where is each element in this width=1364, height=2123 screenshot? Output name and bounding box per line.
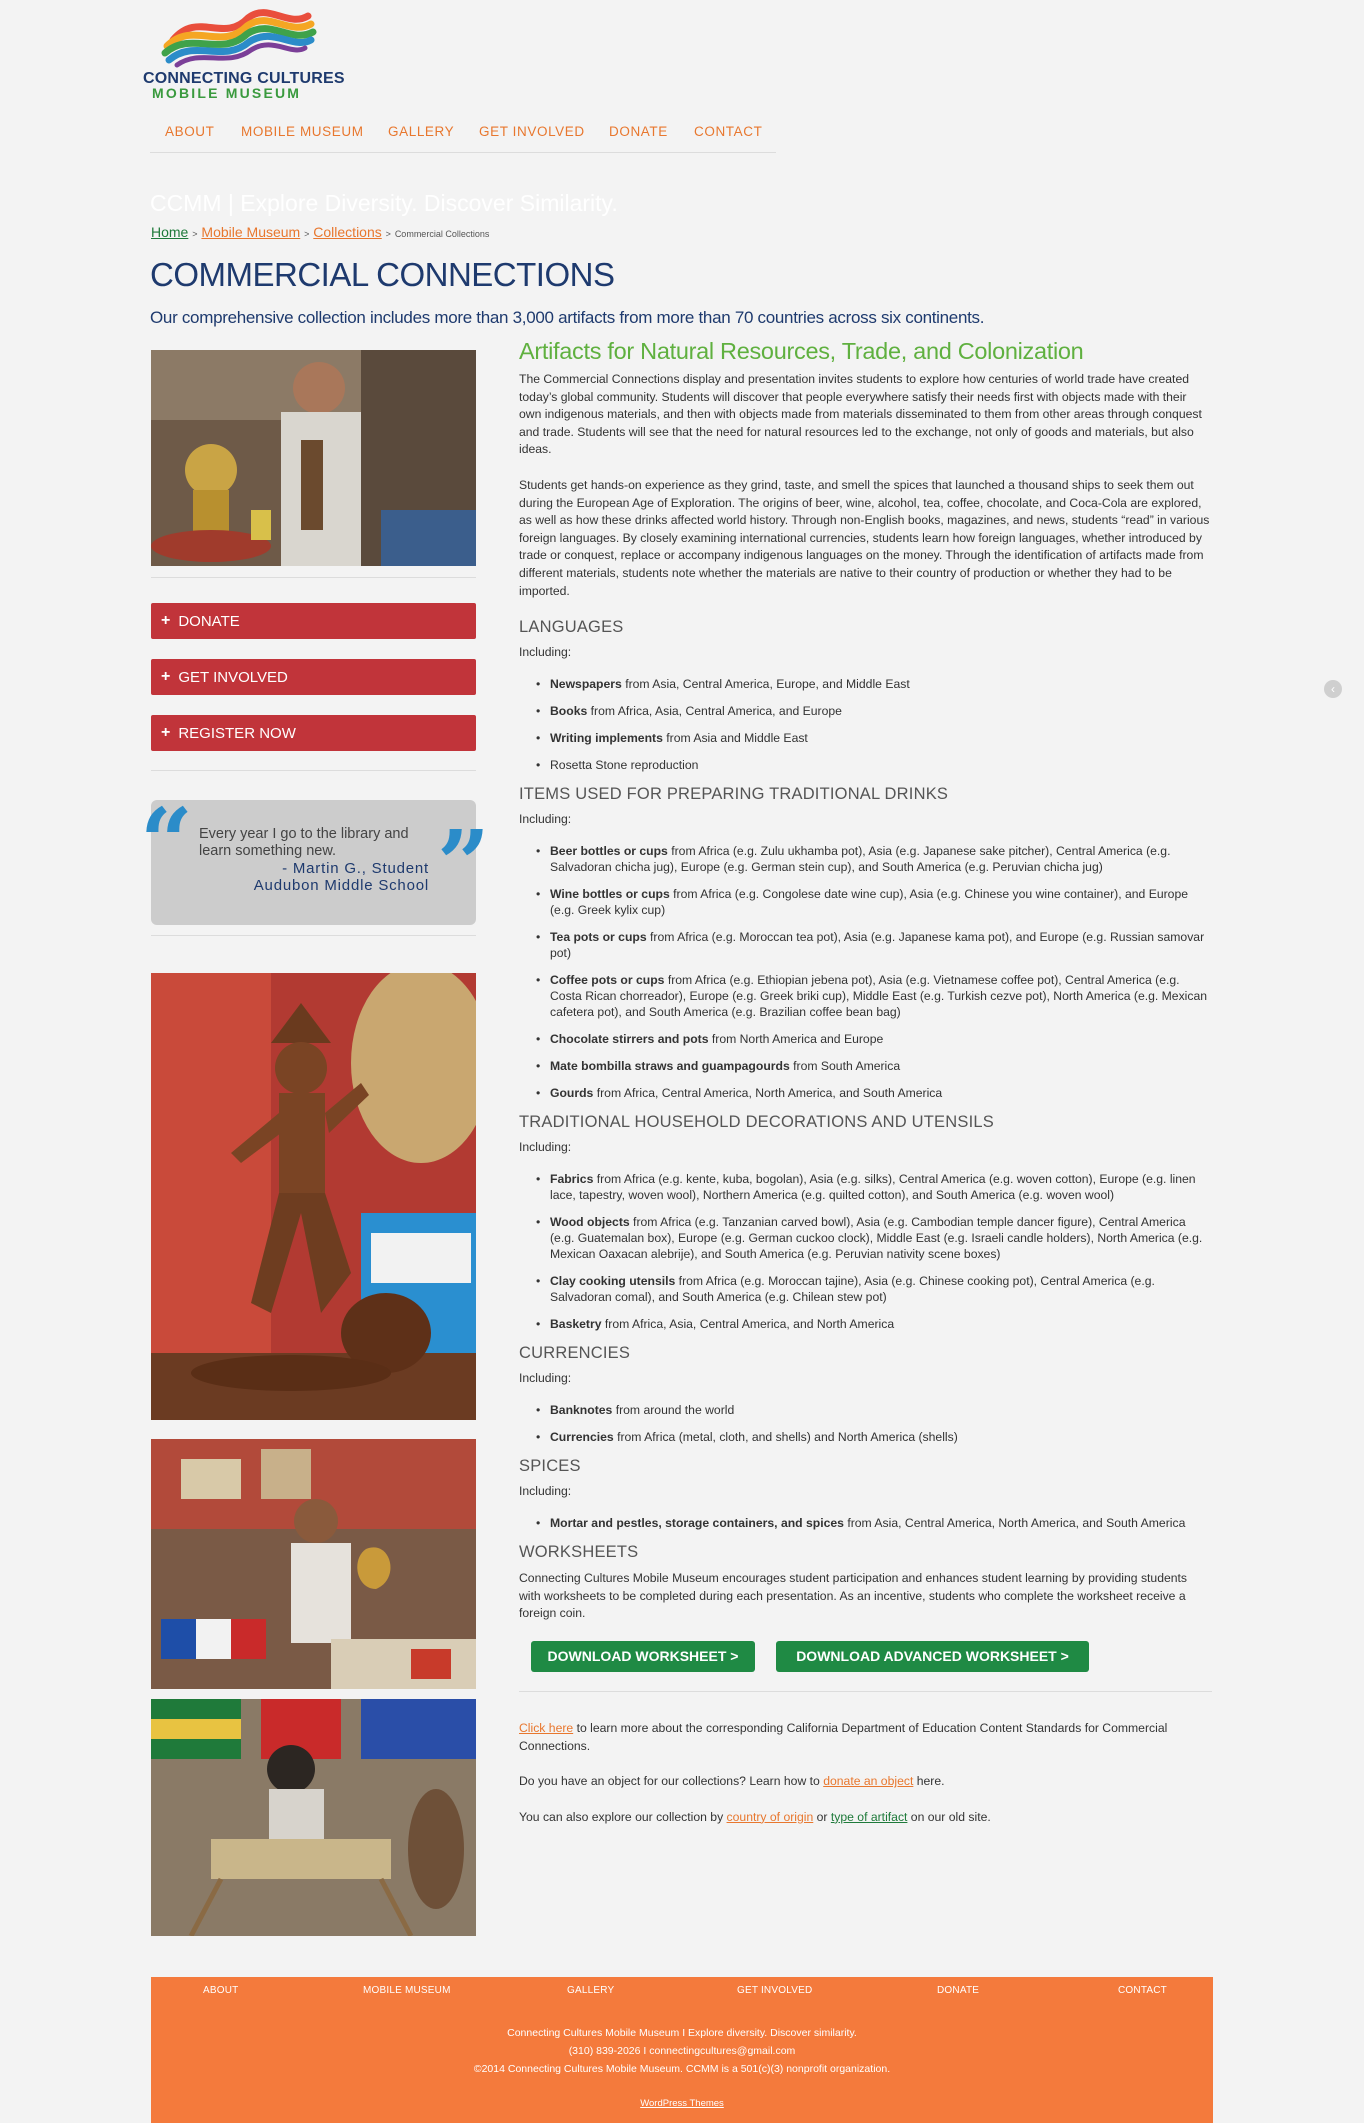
list-item: [550, 972, 1212, 1020]
list-item-bold: Currencies: [550, 1430, 614, 1445]
plus-icon: +: [161, 724, 171, 741]
type-of-artifact-link[interactable]: type of artifact: [830, 1809, 908, 1824]
list-item-text: from Africa, Central America, North America, and South America: [593, 1086, 943, 1101]
donate-object-text: [519, 1773, 1212, 1791]
section-title: CURRENCIES: [519, 1344, 631, 1363]
list-item-bold: Writing implements: [550, 731, 663, 746]
list-item-text: from around the world: [612, 1403, 735, 1418]
section-title: SPICES: [519, 1457, 581, 1476]
footer-tagline: Connecting Cultures Mobile Museum I Explore diversity. Discover similarity.: [507, 2027, 857, 2039]
artifact-list: [519, 843, 1212, 1101]
list-item: [550, 1316, 1212, 1332]
list-item-text: from Africa (e.g. Congolese date wine cup), Asia (e.g. Chinese you wine container), and Europe (e.g. Greek kylix cup): [550, 887, 1189, 918]
including-label: Including:: [519, 1140, 572, 1155]
list-item-text: from Africa (e.g. Zulu ukhamba pot), Asia (e.g. Japanese sake pitcher), Central America (e.g. Salvadoran chicha jug), Europe (e.g. German stein cup), and South America (e.g. Peruvian chicha jug): [550, 844, 1171, 875]
breadcrumb-separator: >: [192, 229, 198, 239]
plus-icon: +: [161, 612, 171, 629]
intro-paragraph-2: Students get hands-on experience as they grind, taste, and smell the spices that launched a thousand ships to seek them out during the European Age of Exploration. The origins of beer, wine, alcohol, tea, coffee, chocolate, and Coca-Cola are explored, as well as how these drinks affected world history. Through non-English books, magazines, and news, students “read” in various foreign languages. By closely examining international currencies, students learn how foreign languages, whether introduced by trade or conquest, replace or accompany indigenous languages on the money. Through the identification of artifacts made from different materials, students note whether the materials are native to their country of production or whether they had to be imported.: [519, 477, 1210, 598]
footer-nav: [151, 1985, 1213, 2001]
list-item-text: from Africa (e.g. Moroccan tea pot), Asia (e.g. Japanese kama pot), and Europe (e.g. Russian samovar pot): [550, 930, 1205, 961]
footer-nav-contact[interactable]: CONTACT: [1118, 1985, 1167, 1996]
sidebar-divider: [151, 770, 476, 771]
footer-nav-about[interactable]: ABOUT: [203, 1985, 239, 1996]
breadcrumb-collections[interactable]: Collections: [313, 224, 382, 240]
list-item-bold: Chocolate stirrers and pots: [550, 1032, 709, 1047]
donate-object-pre: Do you have an object for our collections? Learn how to: [519, 1774, 824, 1789]
download-buttons: [519, 1641, 1212, 1691]
sidebar-divider: [151, 935, 476, 936]
testimonial-author: [199, 860, 429, 894]
donate-object-post: here.: [913, 1774, 945, 1789]
standards-link[interactable]: Click here: [519, 1720, 574, 1735]
list-item-bold: Wood objects: [550, 1215, 630, 1230]
testimonial-text: Every year I go to the library and learn something new.: [199, 826, 409, 859]
list-item: [550, 1429, 1212, 1445]
list-item: [550, 886, 1212, 918]
list-item: [550, 843, 1212, 875]
sidebar-divider: [151, 577, 476, 578]
footer-wordpress-link[interactable]: WordPress Themes: [640, 2098, 724, 2109]
register-now-button[interactable]: [151, 715, 476, 751]
list-item: [550, 1058, 1212, 1074]
breadcrumb-separator: >: [385, 229, 391, 239]
list-item-bold: Fabrics: [550, 1172, 594, 1187]
list-item: [550, 676, 1212, 692]
list-item: [550, 1171, 1212, 1203]
quote-open-icon: “: [140, 788, 193, 896]
logo-text-line1: CONNECTING CULTURES: [143, 70, 345, 87]
section-title: ITEMS USED FOR PREPARING TRADITIONAL DRINKS: [519, 785, 949, 804]
list-item-text: from Africa, Asia, Central America, and North America: [601, 1317, 895, 1332]
including-label: Including:: [519, 645, 572, 660]
including-label: Including:: [519, 812, 572, 827]
list-item-bold: Wine bottles or cups: [550, 887, 670, 902]
including-label: Including:: [519, 1371, 572, 1386]
list-item-text: from Africa (metal, cloth, and shells) and North America (shells): [613, 1430, 958, 1445]
list-item-bold: Gourds: [550, 1086, 594, 1101]
list-item-bold: Beer bottles or cups: [550, 844, 668, 859]
list-item: [550, 1402, 1212, 1418]
list-item-bold: Mate bombilla straws and guampagourds: [550, 1059, 790, 1074]
section-title: TRADITIONAL HOUSEHOLD DECORATIONS AND UTENSILS: [519, 1113, 994, 1132]
logo-waves-icon: [143, 4, 323, 68]
list-item-bold: Banknotes: [550, 1403, 613, 1418]
donate-object-link[interactable]: donate an object: [823, 1774, 914, 1789]
plus-icon: +: [161, 668, 171, 685]
breadcrumb-home[interactable]: Home: [151, 224, 189, 240]
register-now-button-label: REGISTER NOW: [178, 724, 296, 742]
artifact-list: [519, 1171, 1212, 1332]
nav-gallery[interactable]: GALLERY: [388, 124, 455, 139]
site-tagline: CCMM | Explore Diversity. Discover Similarity.: [150, 190, 618, 216]
list-item: [550, 1515, 1212, 1531]
list-item: [550, 1273, 1212, 1305]
breadcrumb: [151, 224, 489, 240]
site-logo[interactable]: [143, 4, 345, 101]
quote-close-icon: ”: [437, 810, 490, 918]
breadcrumb-mobile-museum[interactable]: Mobile Museum: [201, 224, 301, 240]
list-item-text: from Africa (e.g. Tanzanian carved bowl), Asia (e.g. Cambodian temple dancer figure), Central America (e.g. Guatemalan box), Europe (e.g. German cuckoo clock), Middle East (e.g. Israeli candle holders), North America (e.g. Mexican Oaxacan alebrije), and South America (e.g. Peruvian nativity scene boxes): [550, 1215, 1203, 1262]
breadcrumb-current: Commercial Collections: [394, 229, 490, 239]
photo-carved-dancer-figure: [151, 973, 476, 1420]
explore-collection-text: [519, 1809, 1212, 1827]
list-item-bold: Mortar and pestles, storage containers, and spices: [550, 1516, 844, 1531]
list-item-bold: Coffee pots or cups: [550, 973, 665, 988]
donate-button-label: DONATE: [178, 612, 240, 630]
testimonial-author-school: Audubon Middle School: [253, 877, 429, 894]
intro-paragraph-1: The Commercial Connections display and presentation invites students to explore how centuries of world trade have created today’s global community. Students will discover that people everywhere satisfy their needs first with objects made with their own indigenous materials, and then with objects made from materials disseminated to them from other areas through conquest and trade. Students will see that the need for natural resources led to the exchange, not only of goods and materials, but also ideas.: [519, 372, 1202, 457]
get-involved-button[interactable]: [151, 659, 476, 695]
download-worksheet-button[interactable]: DOWNLOAD WORKSHEET >: [531, 1641, 755, 1672]
breadcrumb-separator: >: [304, 229, 310, 239]
main-nav: [150, 112, 776, 153]
list-item-text: from Asia, Central America, Europe, and Middle East: [621, 677, 910, 692]
footer-nav-get-involved[interactable]: GET INVOLVED: [737, 1985, 813, 1996]
logo-text-line2: MOBILE MUSEUM: [152, 85, 302, 101]
artifact-list: [519, 1515, 1212, 1531]
artifact-list: [519, 676, 1212, 773]
list-item: [550, 730, 1212, 746]
site-footer: [151, 1977, 1213, 2123]
list-item-bold: Tea pots or cups: [550, 930, 647, 945]
list-item-text: from Africa, Asia, Central America, and Europe: [587, 704, 842, 719]
nav-donate[interactable]: DONATE: [609, 124, 668, 139]
explore-post: on our old site.: [907, 1809, 991, 1824]
list-item: [550, 1214, 1212, 1262]
list-item-text: from Asia and Middle East: [662, 731, 808, 746]
list-item-bold: Basketry: [550, 1317, 602, 1332]
list-item-text: from North America and Europe: [708, 1032, 884, 1047]
get-involved-button-label: GET INVOLVED: [178, 668, 288, 686]
photo-student-weaving: [151, 1699, 476, 1936]
explore-pre: You can also explore our collection by: [519, 1809, 727, 1824]
list-item-text: from Africa (e.g. Moroccan tajine), Asia (e.g. Chinese cooking pot), Central America (e.g. Salvadoran comal), and South America (e.g. Chilean stew pot): [550, 1274, 1155, 1305]
list-item-bold: Clay cooking utensils: [550, 1274, 676, 1289]
section-title: LANGUAGES: [519, 618, 624, 637]
nav-about[interactable]: ABOUT: [165, 124, 215, 139]
nav-get-involved[interactable]: GET INVOLVED: [479, 124, 585, 139]
footer-copyright: ©2014 Connecting Cultures Mobile Museum. CCMM is a 501(c)(3) nonprofit organization.: [473, 2063, 891, 2075]
page-title: COMMERCIAL CONNECTIONS: [150, 256, 615, 293]
main-content: [519, 338, 1212, 1844]
worksheets-text: Connecting Cultures Mobile Museum encourages student participation and enhances student learning by providing students with worksheets to be completed during each presentation. As an incentive, students who complete the worksheet receive a foreign coin.: [519, 1571, 1188, 1621]
footer-nav-gallery[interactable]: GALLERY: [567, 1985, 615, 1996]
list-item-text: Rosetta Stone reproduction: [550, 758, 699, 773]
donate-button[interactable]: [151, 603, 476, 639]
worksheets-title: WORKSHEETS: [519, 1543, 639, 1562]
intro-text: Our comprehensive collection includes more than 3,000 artifacts from more than 70 countries across six continents.: [150, 308, 985, 327]
explore-mid: or: [813, 1809, 831, 1824]
nav-contact[interactable]: CONTACT: [694, 124, 763, 139]
list-item: [550, 703, 1212, 719]
list-item: [550, 1031, 1212, 1047]
list-item-text: from Asia, Central America, North America, and South America: [843, 1516, 1186, 1531]
standards-text: [519, 1720, 1212, 1755]
list-item-text: from Africa (e.g. Ethiopian jebena pot), Asia (e.g. Vietnamese coffee pot), Central America (e.g. Costa Rican chorreador), Europe (e.g. Greek briki cup), Middle East (e.g. Turkish cezve pot), North America (e.g. Mexican cafetera pot), and South America (e.g. Brazilian coffee bean bag): [550, 973, 1208, 1020]
list-item-text: from South America: [789, 1059, 901, 1074]
footer-nav-donate[interactable]: DONATE: [937, 1985, 980, 1996]
list-item: [550, 757, 1212, 773]
standards-rest: to learn more about the corresponding California Department of Education Content Standards for Commercial Connections.: [519, 1720, 1168, 1753]
nav-mobile-museum[interactable]: MOBILE MUSEUM: [241, 124, 364, 139]
list-item-text: from Africa (e.g. kente, kuba, bogolan), Asia (e.g. silks), Central America (e.g. woven cotton), Europe (e.g. linen lace, tapestry, woven wool), Northern America (e.g. quilted cotton), and South America (e.g. woven wool): [550, 1172, 1196, 1203]
testimonial-author-name: - Martin G., Student: [282, 860, 429, 877]
section-heading: Artifacts for Natural Resources, Trade, and Colonization: [519, 338, 1084, 364]
photo-student-samovar: [151, 1439, 476, 1689]
photo-student-artifact: [151, 350, 476, 566]
footer-nav-mobile-museum[interactable]: MOBILE MUSEUM: [363, 1985, 451, 1996]
including-label: Including:: [519, 1484, 572, 1499]
list-item-bold: Books: [550, 704, 588, 719]
footer-contact: (310) 839-2026 I connectingcultures@gmail.com: [568, 2045, 796, 2057]
list-item: [550, 929, 1212, 961]
scroll-arrow-icon[interactable]: ‹: [1324, 680, 1342, 698]
content-divider: [519, 1691, 1212, 1692]
list-item: [550, 1085, 1212, 1101]
download-advanced-worksheet-button[interactable]: DOWNLOAD ADVANCED WORKSHEET >: [776, 1641, 1089, 1672]
country-of-origin-link[interactable]: country of origin: [726, 1809, 814, 1824]
collection-sections: [519, 618, 1212, 1531]
artifact-list: [519, 1402, 1212, 1445]
list-item-bold: Newspapers: [550, 677, 622, 692]
